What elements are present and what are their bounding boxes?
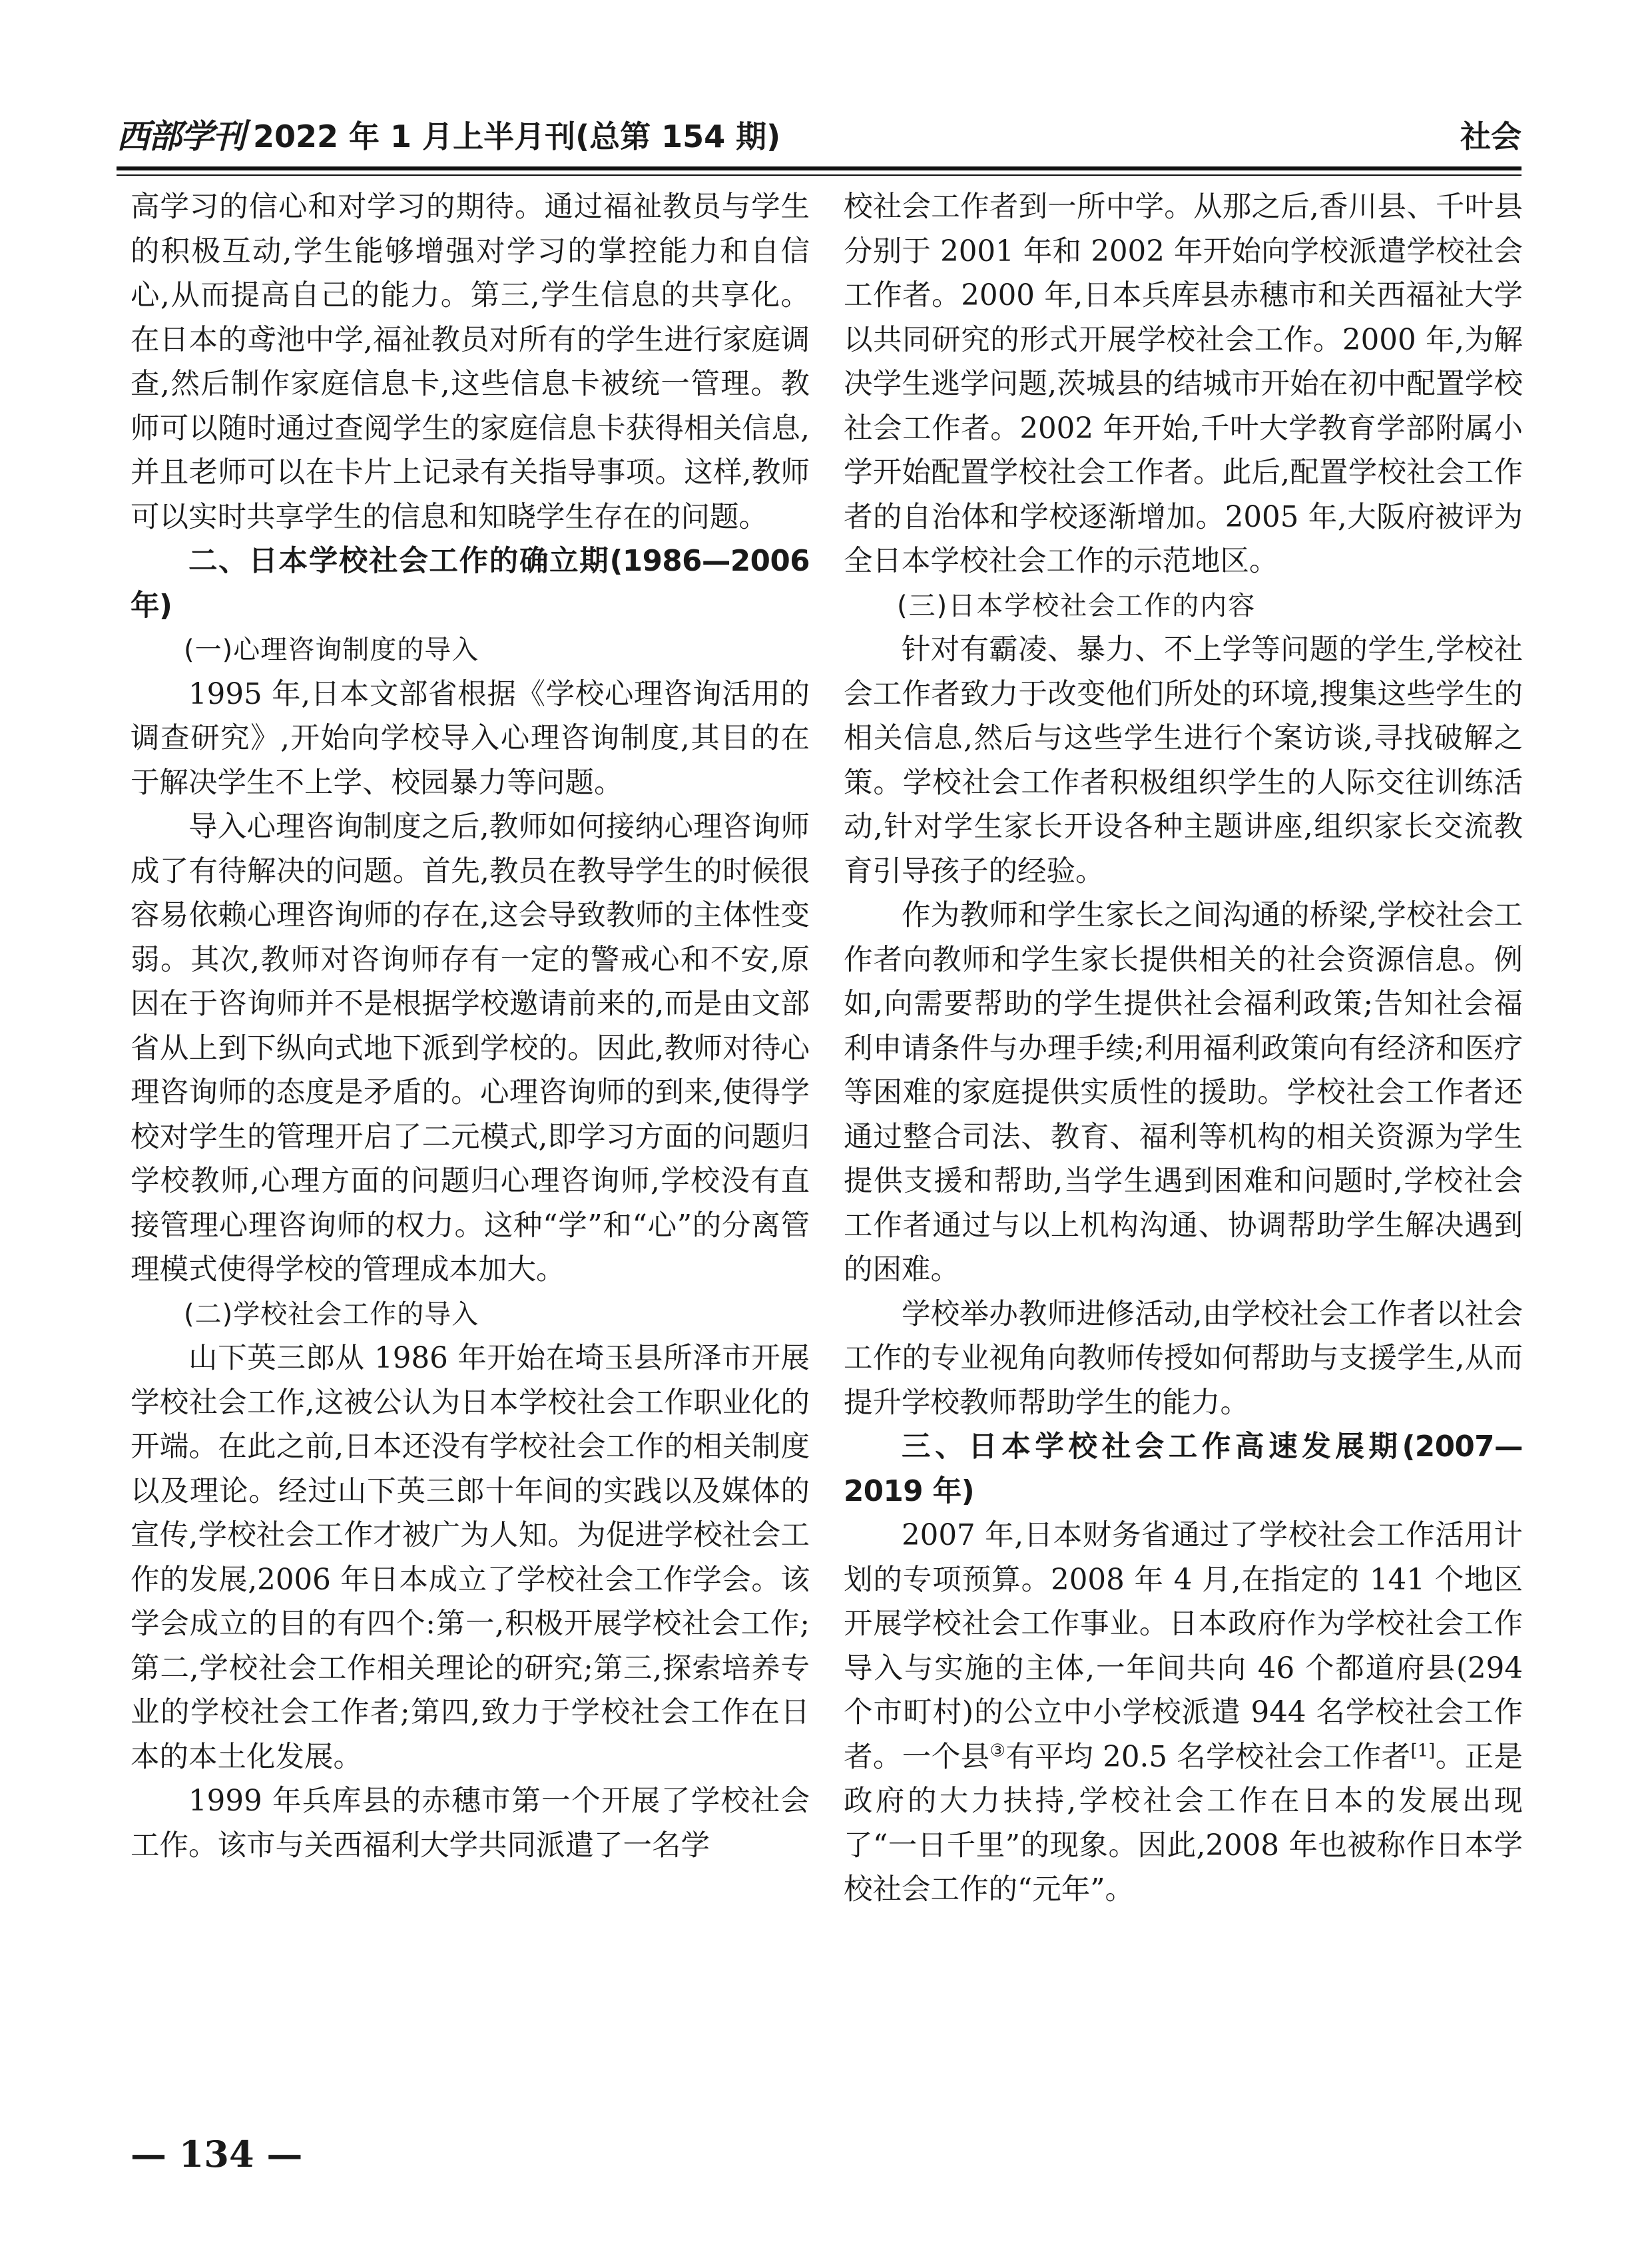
- section-heading: 三、日本学校社会工作高速发展期(2007—2019 年): [844, 1430, 1523, 1508]
- section-label: 社会: [1460, 119, 1521, 154]
- issue-info: 2022 年 1 月上半月刊(总第 154 期): [253, 119, 781, 154]
- citation-marker: [1]: [1410, 1741, 1436, 1761]
- subsection-heading: (二)学校社会工作的导入: [184, 1298, 479, 1330]
- paragraph: 针对有霸凌、暴力、不上学等问题的学生,学校社会工作者致力于改变他们所处的环境,搜集这些学生的相关信息,然后与这些学生进行个案访谈,寻找破解之策。学校社会工作者积极组织学生的人际交往训练活动,针对学生家长开设各种主题讲座,组织家长交流教育引导孩子的经验。: [844, 633, 1523, 888]
- paragraph-text: 有平均 20.5 名学校社会工作者: [1005, 1740, 1411, 1774]
- paragraph: 导入心理咨询制度之后,教师如何接纳心理咨询师成了有待解决的问题。首先,教员在教导学生的时候很容易依赖心理咨询师的存在,这会导致教师的主体性变弱。其次,教师对咨询师存有一定的警戒心和不安,原因在于咨询师并不是根据学校邀请前来的,而是由文部省从上到下纵向式地下派到学校的。因此,教师对待心理咨询师的态度是矛盾的。心理咨询师的到来,使得学校对学生的管理开启了二元模式,即学习方面的问题归学校教师,心理方面的问题归心理咨询师,学校没有直接管理心理咨询师的权力。这种“学”和“心”的分离管理模式使得学校的管理成本加大。: [131, 810, 810, 1286]
- subsection-heading: (一)心理咨询制度的导入: [184, 635, 479, 665]
- paragraph-text: 2007 年,日本财务省通过了学校社会工作活用计划的专项预算。2008 年 4 月,在指定的 141 个地区开展学校社会工作事业。日本政府作为学校社会工作导入与实施的主体,一年间共向 46 个都道府县(294 个市町村)的公立中小学校派遣 944 名学校社会工作者。一个县: [844, 1519, 1523, 1774]
- section-heading: 二、日本学校社会工作的确立期(1986—2006 年): [131, 545, 810, 623]
- paragraph: 1995 年,日本文部省根据《学校心理咨询活用的调查研究》,开始向学校导入心理咨询制度,其目的在于解决学生不上学、校园暴力等问题。: [131, 677, 810, 800]
- paragraph-text: 。正是政府的大力扶持,学校社会工作在日本的发展出现了“一日千里”的现象。因此,2008 年也被称作日本学校社会工作的“元年”。: [844, 1740, 1523, 1906]
- footnote-marker: ③: [989, 1741, 1006, 1761]
- journal-logo: 西部学刊: [117, 117, 244, 156]
- subsection-heading: (三)日本学校社会工作的内容: [897, 590, 1256, 621]
- paragraph: 校社会工作者到一所中学。从那之后,香川县、千叶县分别于 2001 年和 2002 年开始向学校派遣学校社会工作者。2000 年,日本兵库县赤穗市和关西福祉大学以共同研究的形式开展学校社会工作。2000 年,为解决学生逃学问题,茨城县的结城市开始在初中配置学校社会工作者。2002 年开始,千叶大学教育学部附属小学开始配置学校社会工作者。此后,配置学校社会工作者的自治体和学校逐渐增加。2005 年,大阪府被评为全日本学校社会工作的示范地区。: [844, 190, 1523, 578]
- paragraph: 高学习的信心和对学习的期待。通过福祉教员与学生的积极互动,学生能够增强对学习的掌控能力和自信心,从而提高自己的能力。第三,学生信息的共享化。在日本的鸢池中学,福祉教员对所有的学生进行家庭调查,然后制作家庭信息卡,这些信息卡被统一管理。教师可以随时通过查阅学生的家庭信息卡获得相关信息,并且老师可以在卡片上记录有关指导事项。这样,教师可以实时共享学生的信息和知晓学生存在的问题。: [131, 190, 810, 534]
- page-header: [117, 113, 1521, 160]
- paragraph: 学校举办教师进修活动,由学校社会工作者以社会工作的专业视角向教师传授如何帮助与支援学生,从而提升学校教师帮助学生的能力。: [844, 1297, 1523, 1420]
- page-number: — 134 —: [131, 2133, 303, 2175]
- paragraph: 1999 年兵库县的赤穗市第一个开展了学校社会工作。该市与关西福利大学共同派遣了一名学: [131, 1785, 810, 1862]
- header-rule-thin: [117, 174, 1521, 176]
- paragraph: 山下英三郎从 1986 年开始在埼玉县所泽市开展学校社会工作,这被公认为日本学校社会工作职业化的开端。在此之前,日本还没有学校社会工作的相关制度以及理论。经过山下英三郎十年间的实践以及媒体的宣传,学校社会工作才被广为人知。为促进学校社会工作的发展,2006 年日本成立了学校社会工作学会。该学会成立的目的有四个:第一,积极开展学校社会工作;第二,学校社会工作相关理论的研究;第三,探索培养专业的学校社会工作者;第四,致力于学校社会工作在日本的本土化发展。: [131, 1342, 810, 1774]
- left-column: [131, 185, 810, 2116]
- paragraph: [844, 1514, 1523, 1912]
- header-rule-thick: [117, 166, 1521, 170]
- right-column: [844, 185, 1523, 2116]
- paragraph: 作为教师和学生家长之间沟通的桥梁,学校社会工作者向教师和学生家长提供相关的社会资源信息。例如,向需要帮助的学生提供社会福利政策;告知社会福利申请条件与办理手续;利用福利政策向有经济和医疗等困难的家庭提供实质性的援助。学校社会工作者还通过整合司法、教育、福利等机构的相关资源为学生提供支援和帮助,当学生遇到困难和问题时,学校社会工作者通过与以上机构沟通、协调帮助学生解决遇到的困难。: [844, 899, 1523, 1286]
